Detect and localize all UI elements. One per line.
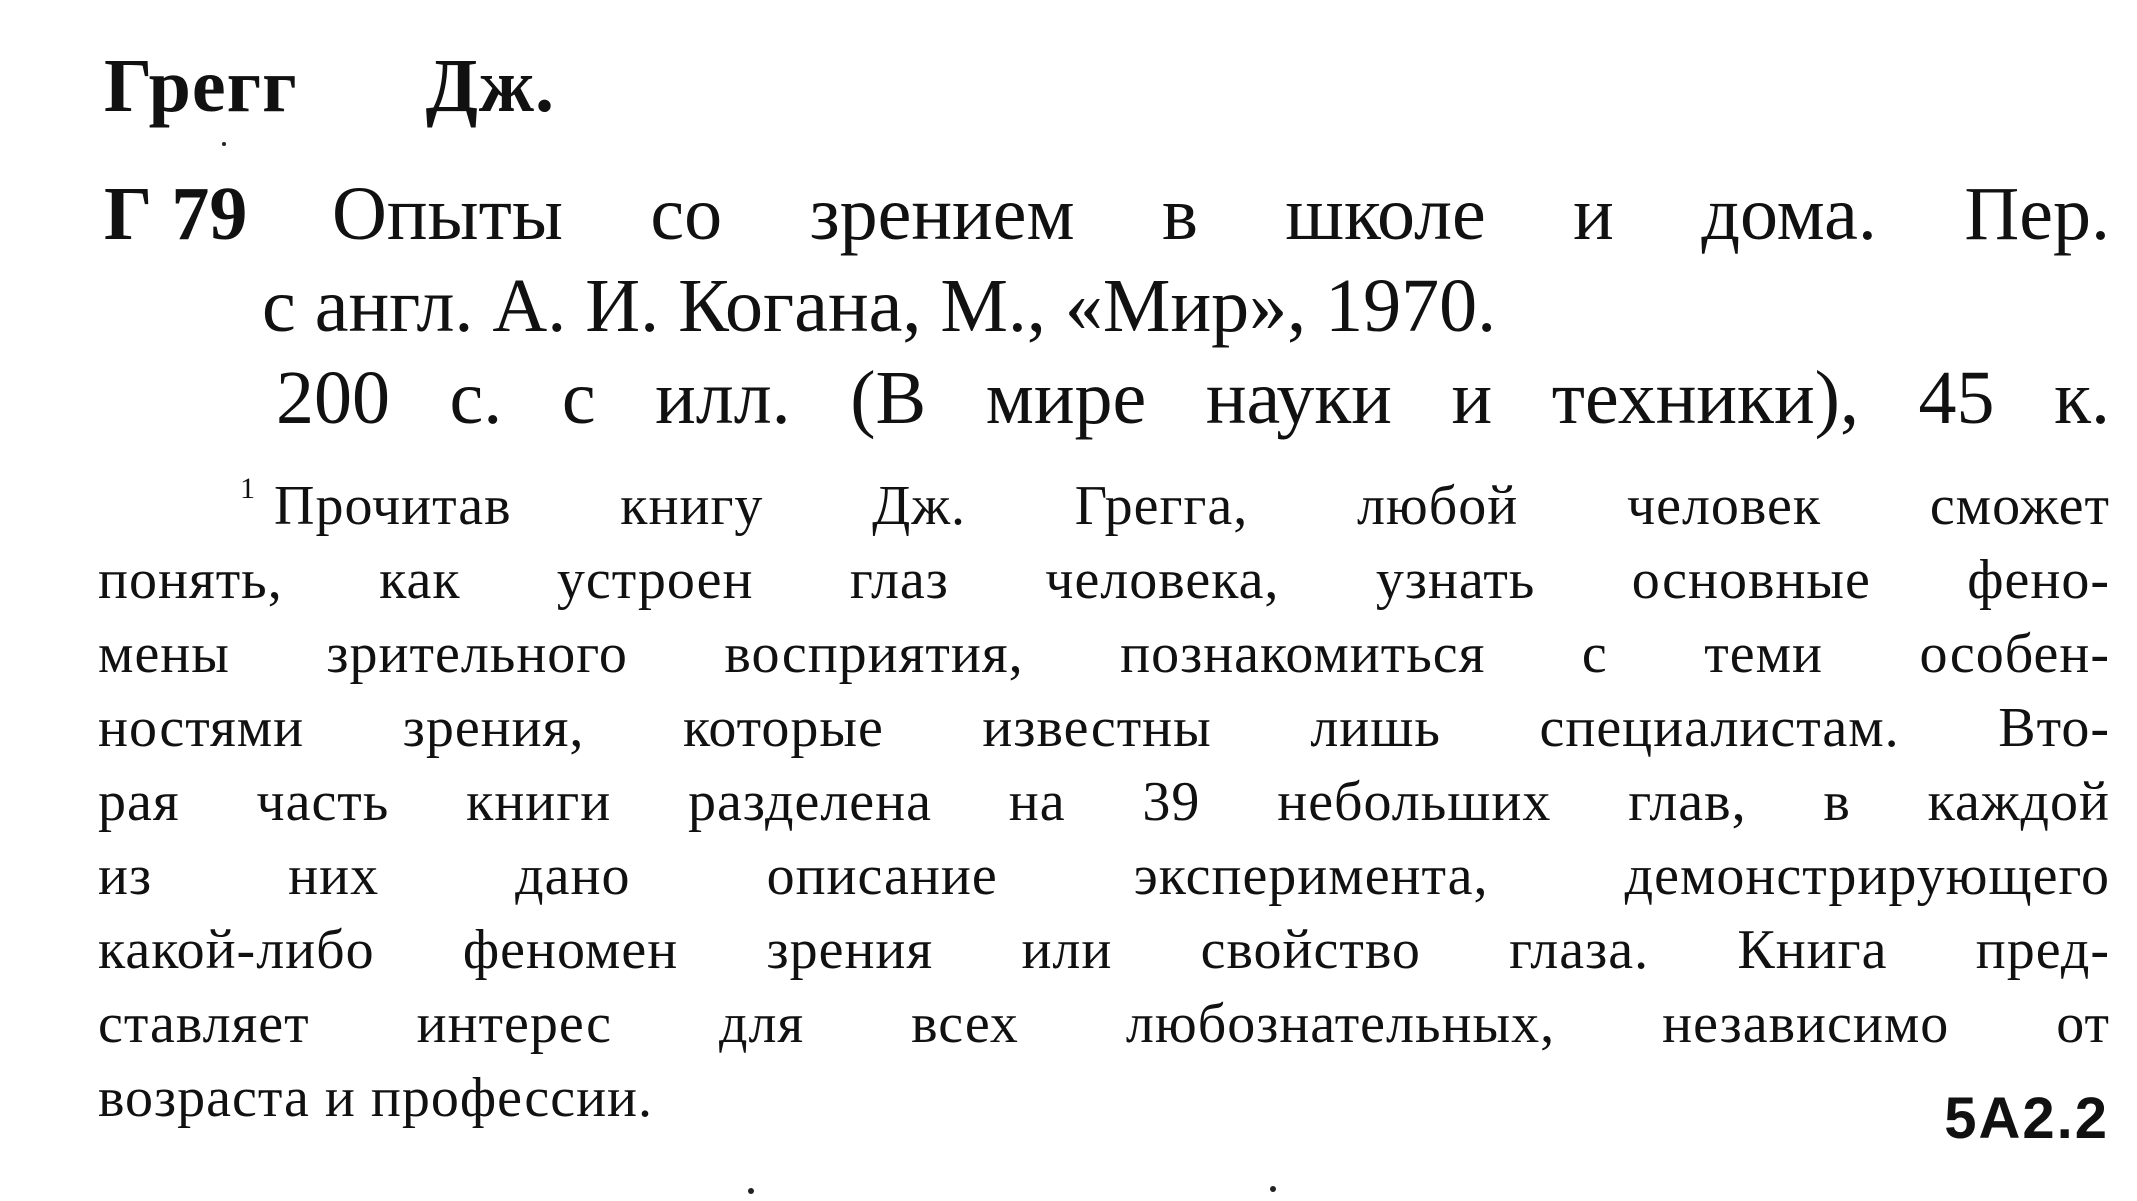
annotation-line xyxy=(98,452,2110,543)
annotation-line: возраста и профессии. xyxy=(98,1067,654,1129)
title-line: Опыты со зрением в школе и дома. Пер. xyxy=(332,172,2110,256)
annotation-line: мены зрительного восприятия, познакомиться с теми особен- xyxy=(98,623,2110,685)
annotation-line: рая часть книги разделена на 39 небольших глав, в каждой xyxy=(98,771,2110,833)
print-speck xyxy=(1270,1186,1276,1192)
annotation-line: из них дано описание эксперимента, демонстрирующего xyxy=(98,845,2110,907)
publication-line: с англ. А. И. Когана, М., «Мир», 1970. xyxy=(262,264,1497,348)
physical-description-line: 200 с. с илл. (В мире науки и техники), 45 к. xyxy=(276,356,2110,440)
print-speck xyxy=(748,1188,754,1194)
author-initials: Дж. xyxy=(425,44,555,128)
annotation-marker: 1 xyxy=(240,472,256,505)
annotation-line: понять, как устроен глаз человека, узнать основные фено- xyxy=(98,549,2110,611)
author-surname: Грегг xyxy=(104,44,298,128)
classification-code: 5А2.2 xyxy=(1944,1086,2109,1151)
annotation-line: какой-либо феномен зрения или свойство глаза. Книга пред- xyxy=(98,919,2110,981)
annotation xyxy=(98,452,2110,1135)
call-number: Г 79 xyxy=(104,172,248,256)
annotation-line-text: Прочитав книгу Дж. Грегга, любой человек сможет xyxy=(274,475,2110,537)
annotation-line: ставляет интерес для всех любознательных, независимо от xyxy=(98,993,2110,1055)
author-heading xyxy=(104,44,555,128)
annotation-line: ностями зрения, которые известны лишь специалистам. Вто- xyxy=(98,697,2110,759)
print-speck xyxy=(222,142,226,146)
